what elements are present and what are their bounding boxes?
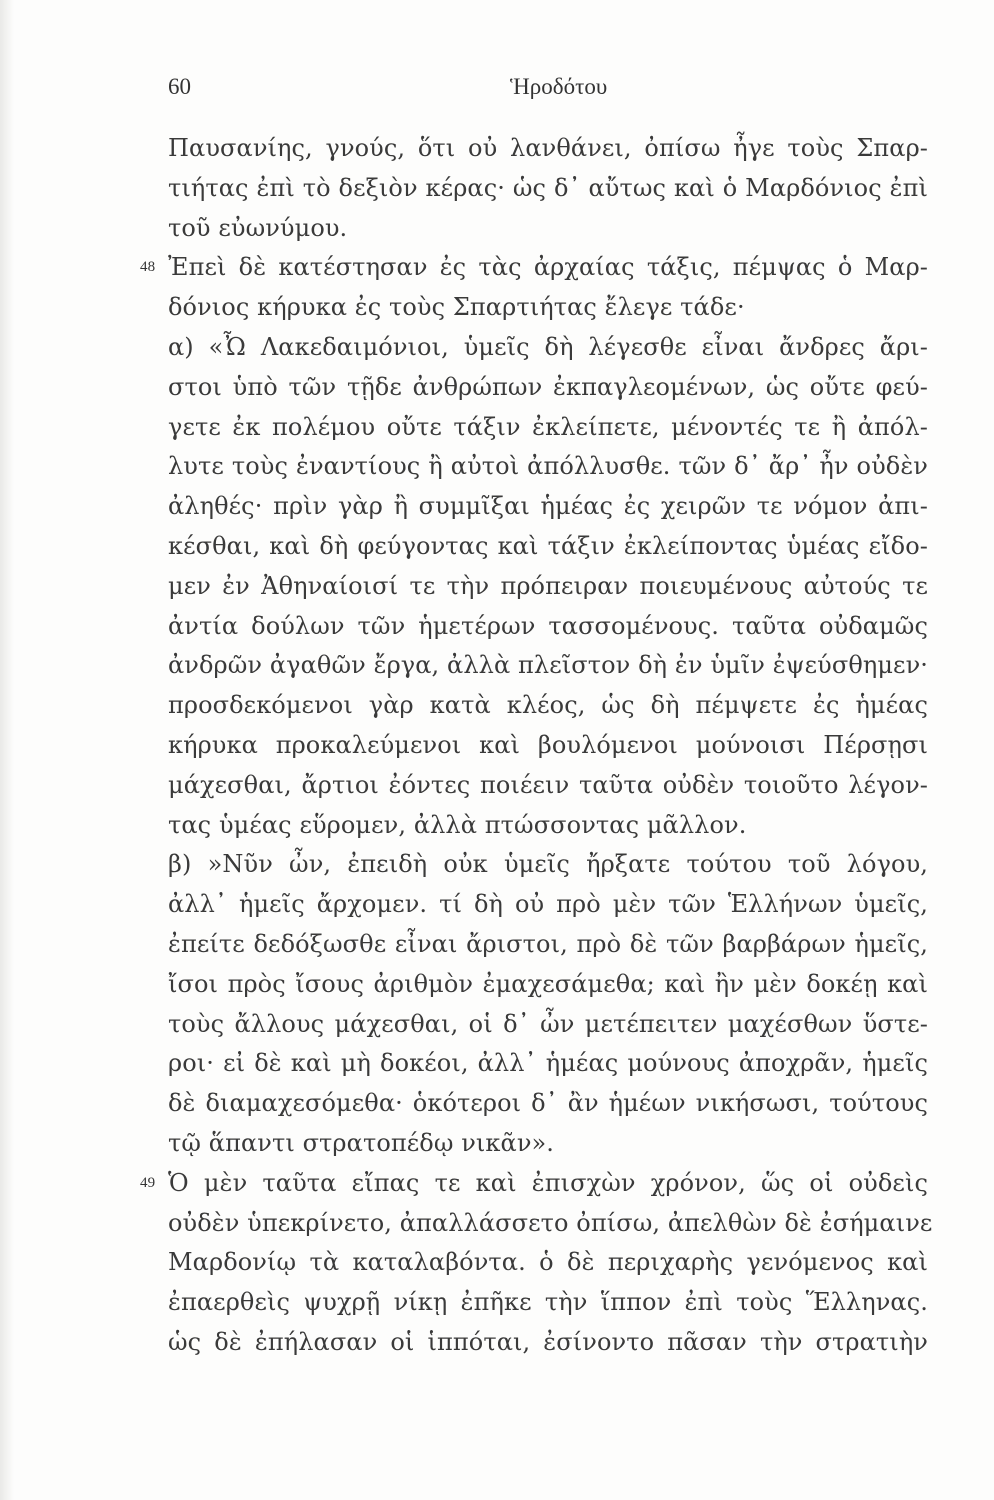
text-line — [168, 368, 928, 408]
text-line — [168, 885, 928, 925]
text-line — [140, 1164, 928, 1204]
text-line — [168, 129, 928, 169]
text-line — [168, 1124, 928, 1164]
line-text: δόνιος κήρυκα ἐς τοὺς Σπαρτιήτας ἔλεγε τάδε· — [168, 293, 745, 322]
line-text: μεν ἐν Ἀθηναίοισί τε τὴν πρόπειραν ποιευμένους αὐτούς τε — [168, 571, 928, 600]
line-text: τιήτας ἐπὶ τὸ δεξιὸν κέρας· ὡς δ᾽ αὔτως καὶ ὁ Μαρδόνιος ἐπὶ — [168, 173, 928, 202]
line-text: δὲ διαμαχεσόμεθα· ὁκότεροι δ᾽ ἂν ἡμέων νικήσωσι, τούτους — [168, 1089, 928, 1118]
line-text: Μαρδονίῳ τὰ καταλαβόντα. ὁ δὲ περιχαρὴς γενόμενος καὶ — [168, 1248, 928, 1277]
text-line — [168, 328, 928, 368]
line-text: ἐπείτε δεδόξωσθε εἶναι ἄριστοι, πρὸ δὲ τῶν βαρβάρων ἡμεῖς, — [168, 929, 928, 958]
line-text: β) »Νῦν ὦν, ἐπειδὴ οὐκ ὑμεῖς ἤρξατε τούτου τοῦ λόγου, — [168, 850, 928, 879]
line-text: γετε ἐκ πολέμου οὔτε τάξιν ἐκλείπετε, μένοντές τε ἢ ἀπόλ- — [168, 412, 928, 441]
line-text: ἀνδρῶν ἀγαθῶν ἔργα, ἀλλὰ πλεῖστον δὴ ἐν ὑμῖν ἐψεύσθημεν· — [168, 651, 928, 680]
line-text: ἀντία δούλων τῶν ἡμετέρων τασσομένους. ταῦτα οὐδαμῶς — [168, 611, 928, 640]
line-text: τας ὑμέας εὕρομεν, ἀλλὰ πτώσσοντας μᾶλλον. — [168, 810, 747, 839]
text-line — [168, 1005, 928, 1045]
chapter-number: 49 — [140, 1174, 156, 1191]
text-line — [168, 965, 928, 1005]
text-line — [168, 288, 928, 328]
text-line — [168, 169, 928, 209]
line-text: τοὺς ἄλλους μάχεσθαι, οἱ δ᾽ ὦν μετέπειτεν μαχέσθων ὕστε- — [168, 1009, 928, 1038]
text-line — [168, 646, 928, 686]
text-line — [168, 527, 928, 567]
line-text: ἐπαερθεὶς ψυχρῇ νίκῃ ἐπῆκε τὴν ἵππον ἐπὶ τοὺς Ἕλληνας. — [168, 1288, 928, 1317]
text-line — [168, 766, 928, 806]
line-text: Ὁ μὲν ταῦτα εἴπας τε καὶ ἐπισχὼν χρόνον, ὥς οἱ οὐδεὶς — [168, 1168, 928, 1197]
text-line — [168, 1323, 928, 1363]
running-title: Ἡροδότου — [510, 74, 608, 99]
line-text: ροι· εἰ δὲ καὶ μὴ δοκέοι, ἀλλ᾽ ἡμέας μούνους ἀποχρᾶν, ἡμεῖς — [168, 1049, 928, 1078]
line-text: ὡς δὲ ἐπήλασαν οἱ ἱππόται, ἐσίνοντο πᾶσαν τὴν στρατιὴν — [168, 1327, 928, 1356]
page-number: 60 — [168, 74, 191, 99]
text-line — [168, 567, 928, 607]
line-text: ἴσοι πρὸς ἴσους ἀριθμὸν ἐμαχεσάμεθα; καὶ ἢν μὲν δοκέῃ καὶ — [168, 969, 928, 998]
text-line — [168, 686, 928, 726]
line-text: λυτε τοὺς ἐναντίους ἢ αὐτοὶ ἀπόλλυσθε. τῶν δ᾽ ἄρ᾽ ἦν οὐδὲν — [168, 452, 928, 481]
line-text: ἀληθές· πρὶν γὰρ ἢ συμμῖξαι ἡμέας ἐς χειρῶν τε νόμον ἀπι- — [168, 492, 928, 521]
text-line — [168, 487, 928, 527]
text-line — [140, 248, 928, 288]
text-line — [168, 607, 928, 647]
chapter-number: 48 — [140, 259, 156, 276]
text-line — [168, 845, 928, 885]
text-line — [168, 1204, 933, 1244]
line-text: κήρυκα προκαλεύμενοι καὶ βουλόμενοι μούνοισι Πέρσῃσι — [168, 730, 928, 759]
line-text: τῷ ἅπαντι στρατοπέδῳ νικᾶν». — [168, 1128, 555, 1157]
running-head — [0, 74, 994, 104]
line-text: Ἐπεὶ δὲ κατέστησαν ἐς τὰς ἀρχαίας τάξις, πέμψας ὁ Μαρ- — [168, 253, 928, 282]
body-text — [140, 129, 933, 1363]
line-text: μάχεσθαι, ἄρτιοι ἐόντες ποιέειν ταῦτα οὐδὲν τοιοῦτο λέγον- — [168, 770, 928, 799]
text-line — [168, 1283, 928, 1323]
line-text: α) «Ὦ Λακεδαιμόνιοι, ὑμεῖς δὴ λέγεσθε εἶναι ἄνδρες ἄρι- — [168, 332, 928, 361]
text-line — [168, 806, 928, 846]
text-line — [168, 408, 928, 448]
page-edge-shadow — [0, 0, 14, 1500]
line-text: οὐδὲν ὑπεκρίνετο, ἀπαλλάσσετο ὀπίσω, ἀπελθὼν δὲ ἐσήμαινε — [168, 1208, 933, 1237]
text-line — [168, 726, 928, 766]
line-text: τοῦ εὐωνύμου. — [168, 213, 348, 242]
line-text: προσδεκόμενοι γὰρ κατὰ κλέος, ὡς δὴ πέμψετε ἐς ἡμέας — [168, 691, 928, 720]
text-line — [168, 209, 928, 249]
text-line — [168, 1044, 928, 1084]
text-line — [168, 1084, 928, 1124]
line-text: ἀλλ᾽ ἡμεῖς ἄρχομεν. τί δὴ οὐ πρὸ μὲν τῶν Ἑλλήνων ὑμεῖς, — [168, 890, 928, 919]
line-text: κέσθαι, καὶ δὴ φεύγοντας καὶ τάξιν ἐκλείποντας ὑμέας εἴδο- — [168, 531, 928, 560]
text-line — [168, 447, 928, 487]
line-text: στοι ὑπὸ τῶν τῇδε ἀνθρώπων ἐκπαγλεομένων, ὡς οὔτε φεύ- — [168, 372, 928, 401]
text-line — [168, 1243, 928, 1283]
line-text: Παυσανίης, γνούς, ὅτι οὐ λανθάνει, ὀπίσω ἦγε τοὺς Σπαρ- — [168, 134, 928, 162]
text-line — [168, 925, 928, 965]
